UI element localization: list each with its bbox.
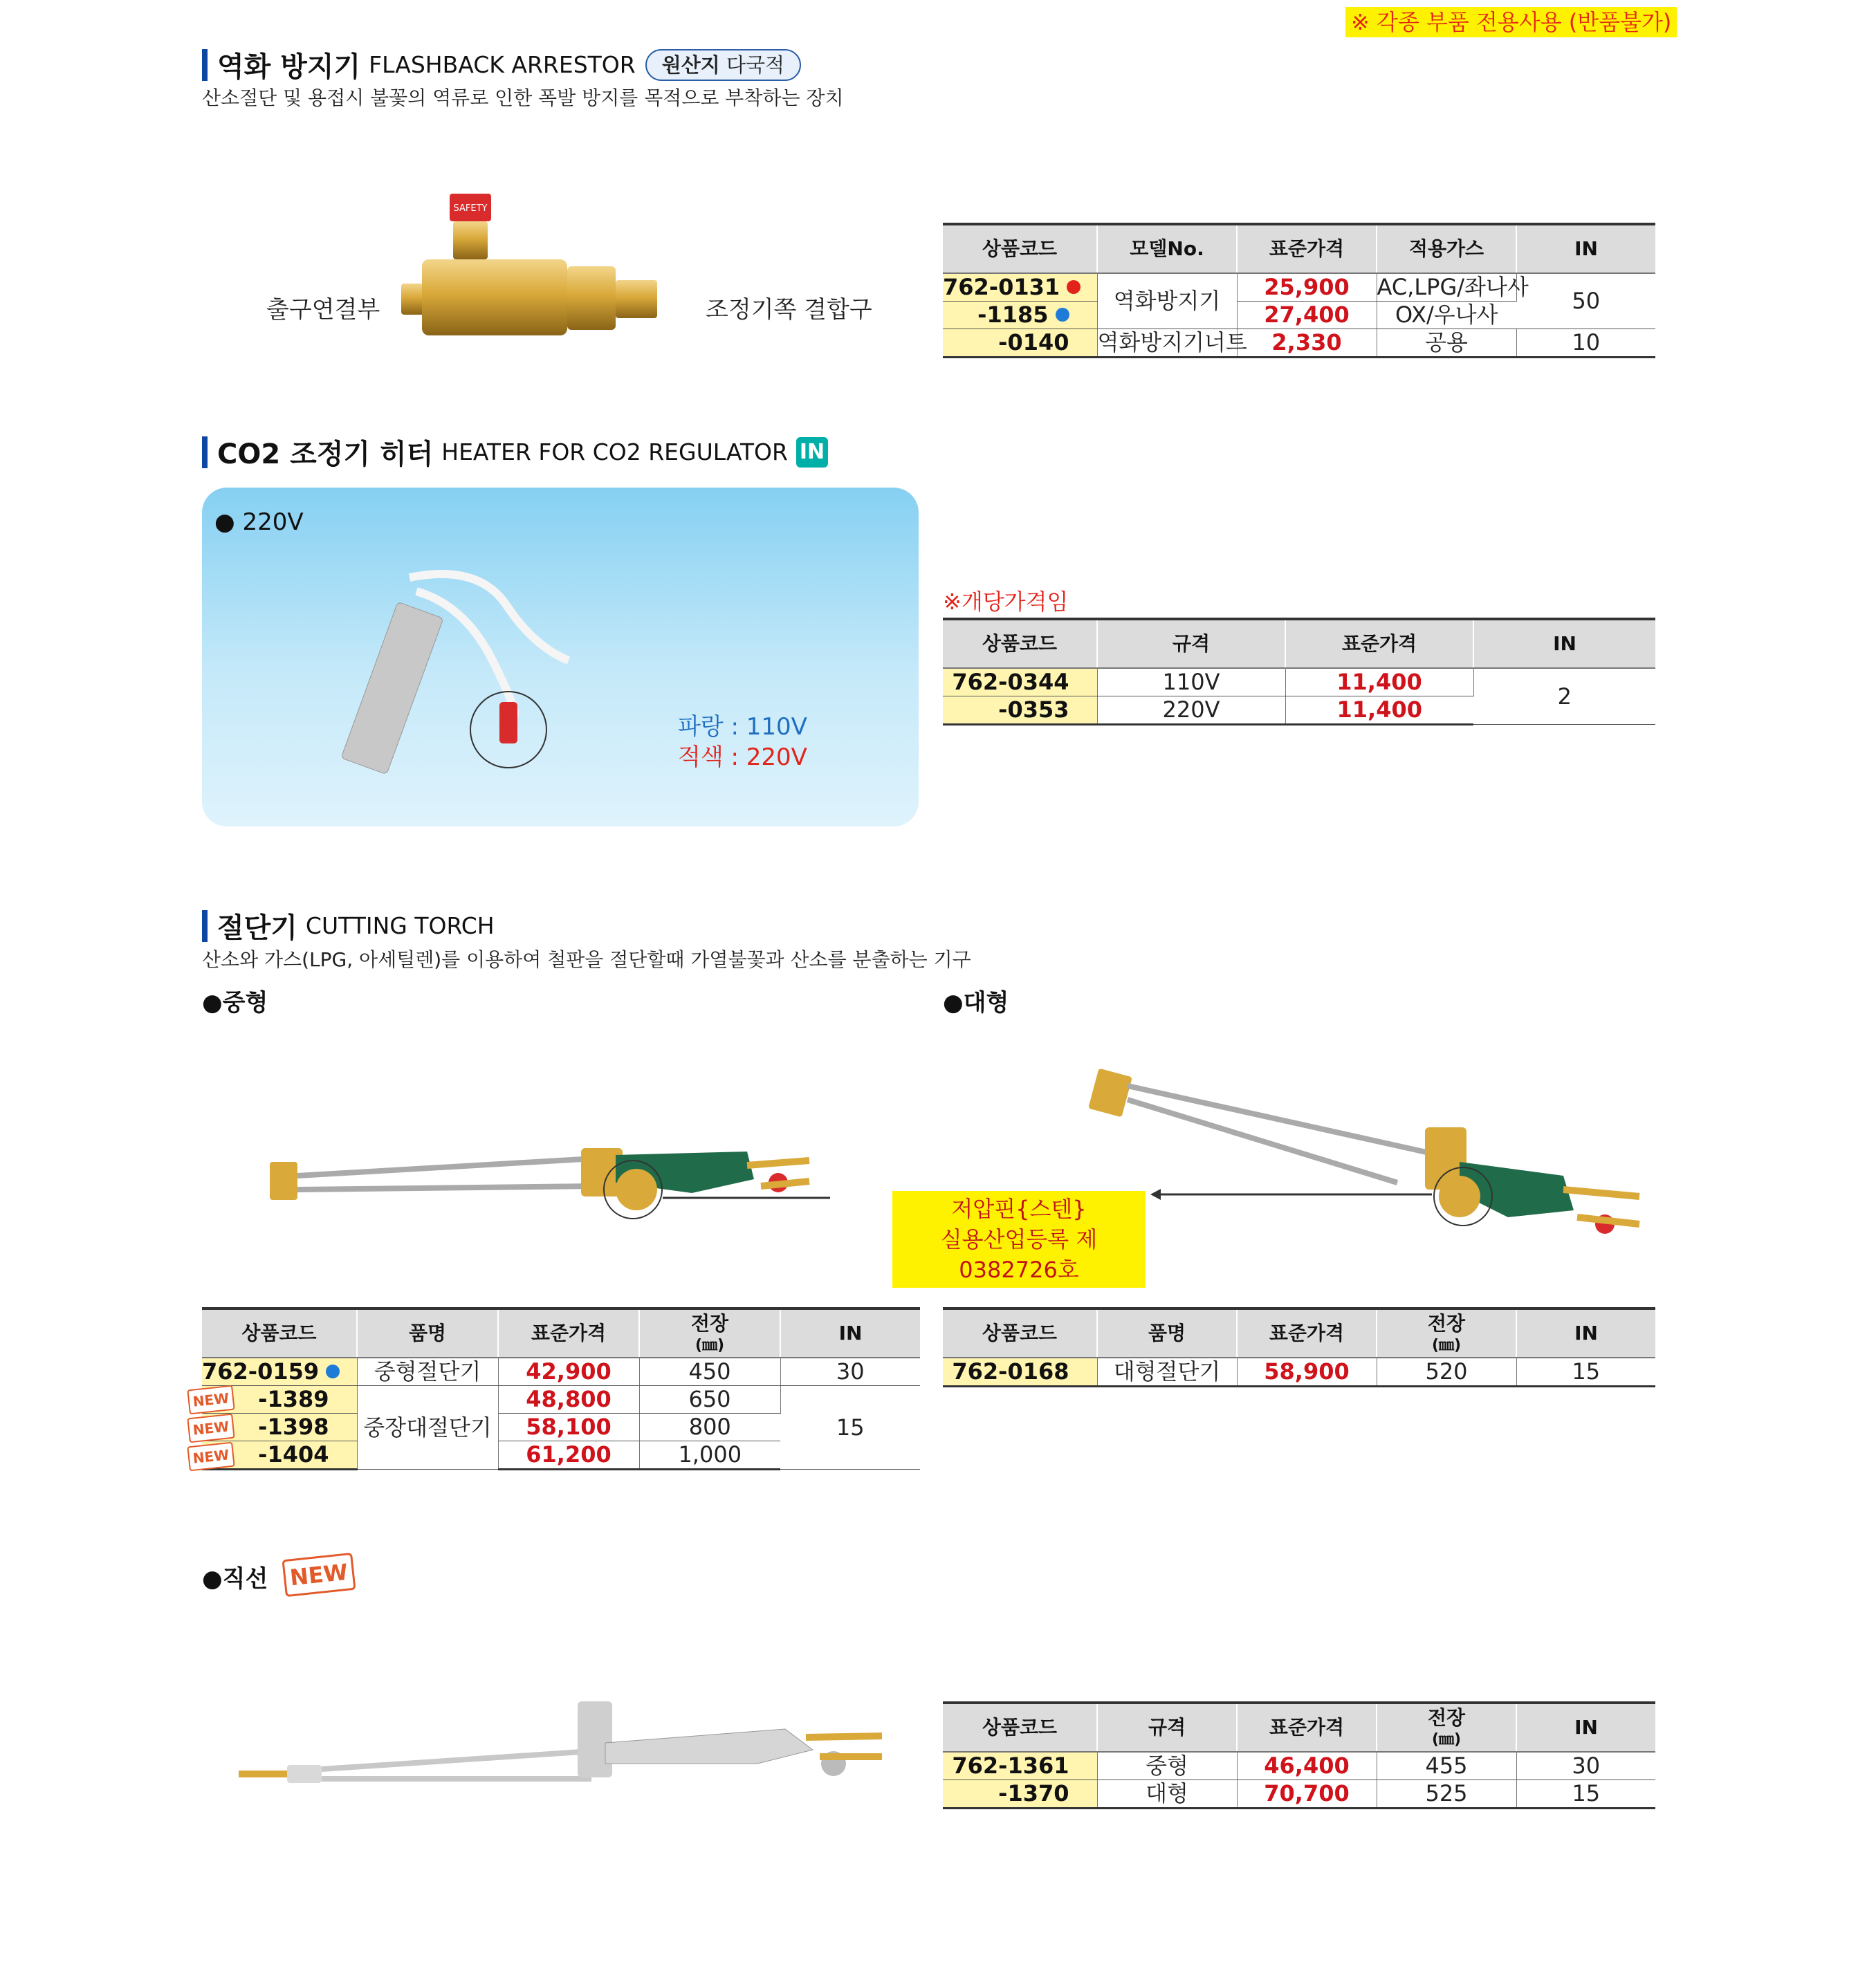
flashback-price-table (943, 223, 1655, 358)
col-header-in: IN (1516, 1309, 1655, 1358)
price: 61,200 (498, 1441, 639, 1470)
col-header-code: 상품코드 (943, 1309, 1097, 1358)
model-name: 역화방지기너트 (1097, 329, 1237, 358)
product-code: 762-0131 (943, 273, 1097, 302)
table-row (943, 1752, 1655, 1780)
origin-badge (645, 49, 801, 81)
section-title-en: HEATER FOR CO2 REGULATOR (441, 438, 788, 465)
new-badge: NEW (187, 1442, 234, 1472)
product-code: 762-0344 (943, 668, 1097, 696)
product-code: -1185 (943, 302, 1097, 329)
col-header-price: 표준가격 (1237, 1703, 1377, 1752)
section-title-ko: CO2 조정기 히터 (217, 438, 434, 470)
section-header-cutting-torch (202, 906, 495, 945)
length: 455 (1377, 1752, 1516, 1780)
in-qty: 15 (1516, 1780, 1655, 1809)
col-header-code: 상품코드 (202, 1309, 357, 1358)
heater-image-panel (202, 488, 919, 826)
price: 27,400 (1237, 302, 1377, 329)
flashback-arrestor-image (394, 183, 678, 356)
length: 450 (639, 1358, 780, 1386)
product-code: -1389 (202, 1386, 357, 1414)
section-title-ko: 역화 방지기 (217, 51, 361, 83)
col-header-price: 표준가격 (1285, 619, 1473, 668)
table-row (943, 1358, 1655, 1387)
new-badge: NEW (187, 1385, 234, 1415)
length: 800 (639, 1414, 780, 1441)
col-header-price: 표준가격 (1237, 1309, 1377, 1358)
product-code: -1370 (943, 1780, 1097, 1809)
large-torch-image (1079, 1058, 1667, 1259)
voltage-label: ● 220V (214, 508, 304, 536)
col-header-in: IN (780, 1309, 920, 1358)
col-header-model: 모델No. (1097, 224, 1237, 273)
callout-line-2: 실용산업등록 제 0382726호 (940, 1226, 1098, 1283)
col-header-price: 표준가격 (498, 1309, 639, 1358)
section-title-ko: 절단기 (217, 912, 297, 944)
table-row (943, 273, 1655, 302)
accent-bar (202, 49, 208, 81)
price: 2,330 (1237, 329, 1377, 358)
price: 25,900 (1237, 273, 1377, 302)
section-description: 산소절단 및 용접시 불꽃의 역류로 인한 폭발 방지를 목적으로 부착하는 장치 (202, 86, 844, 109)
large-type-label: ●대형 (943, 989, 1009, 1017)
col-header-price: 표준가격 (1237, 224, 1377, 273)
new-badge: NEW (187, 1414, 234, 1443)
accent-bar (202, 910, 208, 942)
product-name: 중형절단기 (357, 1358, 498, 1386)
origin-value: 다국적 (726, 53, 785, 77)
product-code: -0353 (943, 696, 1097, 725)
in-qty: 15 (1516, 1358, 1655, 1387)
price: 58,100 (498, 1414, 639, 1441)
table-row (943, 668, 1655, 696)
callout-line-1: 저압핀{스텐} (951, 1196, 1087, 1222)
red-wire-legend: 적색 : 220V (678, 743, 807, 771)
spec: 대형 (1097, 1780, 1237, 1809)
section-description: 산소와 가스(LPG, 아세틸렌)를 이용하여 철판을 절단할때 가열불꽃과 산소를 분출하는 기구 (202, 948, 971, 971)
gas-type: OX/우나사 (1377, 302, 1516, 329)
table-row (943, 329, 1655, 358)
spec: 220V (1097, 696, 1285, 725)
in-qty: 50 (1516, 273, 1655, 329)
in-qty: 10 (1516, 329, 1655, 358)
straight-type-label: ●직선 (202, 1565, 268, 1593)
col-header-spec: 규격 (1097, 619, 1285, 668)
product-code: 762-0168 (943, 1358, 1097, 1387)
heater-price-table (943, 618, 1655, 725)
section-title-en: FLASHBACK ARRESTOR (369, 51, 636, 78)
product-name: 중장대절단기 (357, 1386, 498, 1470)
col-header-code: 상품코드 (943, 224, 1097, 273)
length: 1,000 (639, 1441, 780, 1470)
col-header-in: IN (1473, 619, 1655, 668)
product-code: 762-1361 (943, 1752, 1097, 1780)
col-header-spec: 규격 (1097, 1703, 1237, 1752)
medium-torch-price-table (202, 1307, 920, 1470)
regulator-side-label: 조정기쪽 결합구 (706, 296, 872, 324)
medium-type-label: ●중형 (202, 989, 268, 1017)
length: 650 (639, 1386, 780, 1414)
blue-wire-legend: 파랑 : 110V (678, 713, 807, 741)
in-qty: 30 (1516, 1752, 1655, 1780)
col-header-in: IN (1516, 224, 1655, 273)
product-code: 762-0159 (202, 1358, 357, 1386)
price: 42,900 (498, 1358, 639, 1386)
spec: 중형 (1097, 1752, 1237, 1780)
straight-torch-image (232, 1688, 889, 1805)
spec: 110V (1097, 668, 1285, 696)
col-header-name: 품명 (1097, 1309, 1237, 1358)
blue-dot-icon (1056, 308, 1069, 322)
table-row (943, 1780, 1655, 1809)
in-qty: 2 (1473, 668, 1655, 725)
blue-dot-icon (326, 1365, 340, 1378)
col-header-code: 상품코드 (943, 619, 1097, 668)
gas-type: 공용 (1377, 329, 1516, 358)
price: 48,800 (498, 1386, 639, 1414)
length: 520 (1377, 1358, 1516, 1387)
product-name: 대형절단기 (1097, 1358, 1237, 1387)
section-header-flashback (202, 45, 801, 84)
table-row (202, 1358, 920, 1386)
safety-cap-text: SAFETY (453, 203, 488, 214)
col-header-gas: 적용가스 (1377, 224, 1516, 273)
low-pressure-pin-callout (892, 1191, 1146, 1288)
medium-torch-image (263, 1100, 830, 1238)
in-qty: 15 (780, 1386, 920, 1470)
outlet-label: 출구연결부 (266, 296, 380, 324)
in-badge: IN (796, 437, 828, 468)
length: 525 (1377, 1780, 1516, 1809)
col-header-name: 품명 (357, 1309, 498, 1358)
accent-bar (202, 436, 208, 468)
red-dot-icon (1067, 280, 1080, 294)
straight-torch-price-table (943, 1701, 1655, 1809)
heater-image (327, 550, 617, 778)
col-header-length: 전장 (㎜) (1377, 1703, 1516, 1752)
product-code: -1404 (202, 1441, 357, 1470)
origin-label: 원산지 (661, 53, 720, 77)
price: 58,900 (1237, 1358, 1377, 1387)
section-header-co2-heater (202, 432, 828, 472)
large-torch-price-table (943, 1307, 1655, 1387)
product-code: -1398 (202, 1414, 357, 1441)
price: 11,400 (1285, 696, 1473, 725)
price: 70,700 (1237, 1780, 1377, 1809)
model-name: 역화방지기 (1097, 273, 1237, 329)
col-header-length: 전장 (㎜) (1377, 1309, 1516, 1358)
col-header-in: IN (1516, 1703, 1655, 1752)
unit-price-note: ※개당가격임 (943, 589, 1069, 615)
col-header-code: 상품코드 (943, 1703, 1097, 1752)
section-title-en: CUTTING TORCH (305, 912, 495, 939)
gas-type: AC,LPG/좌나사 (1377, 274, 1529, 300)
notice-banner: ※ 각종 부품 전용사용 (반품불가) (1345, 7, 1677, 37)
price: 46,400 (1237, 1752, 1377, 1780)
new-badge: NEW (282, 1553, 356, 1597)
col-header-length: 전장 (㎜) (639, 1309, 780, 1358)
table-row (202, 1386, 920, 1414)
product-code: -0140 (943, 329, 1097, 358)
price: 11,400 (1285, 668, 1473, 696)
in-qty: 30 (780, 1358, 920, 1386)
